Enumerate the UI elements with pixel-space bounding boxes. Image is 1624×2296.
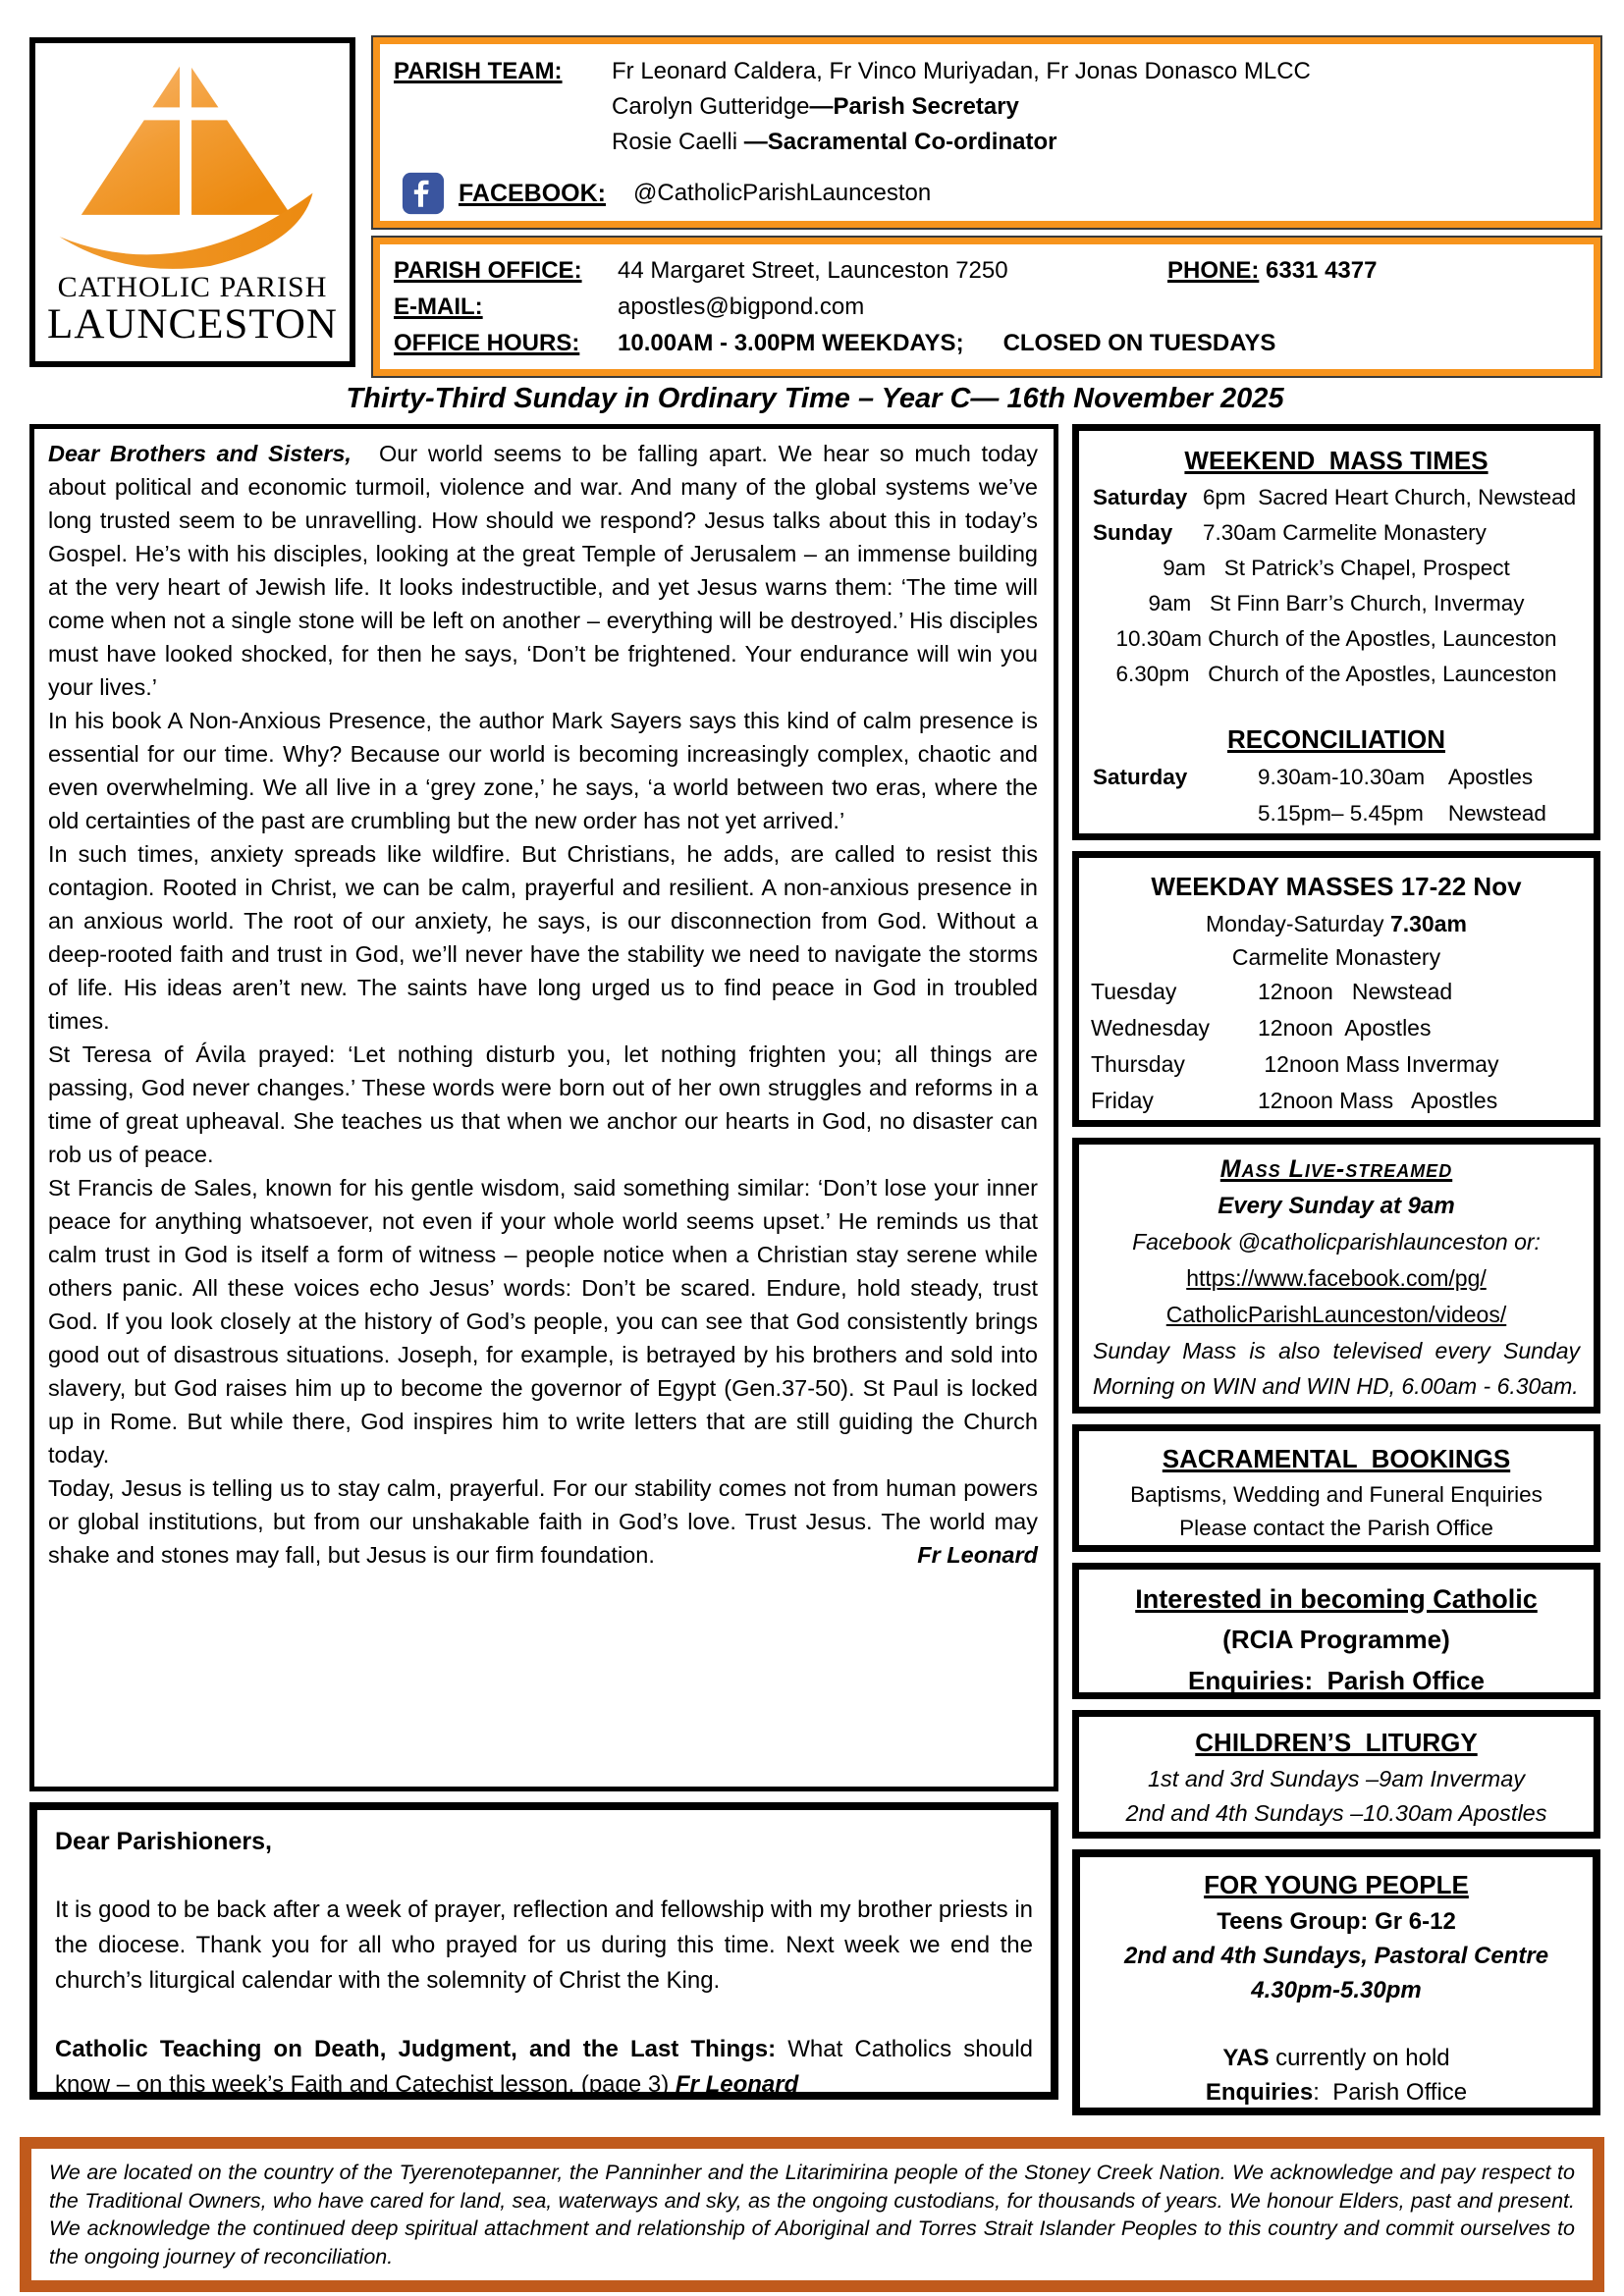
office-hours-label: OFFICE HOURS: bbox=[394, 330, 580, 356]
mass-row bbox=[1089, 480, 1584, 515]
letter-salutation: Dear Brothers and Sisters, bbox=[48, 441, 352, 466]
letter-paragraph-3: In such times, anxiety spreads like wildfire. But Christians, he adds, are called to resist this contagion. Rooted in Christ, we can be calm, prayerful and resilient. A non-anxious presence in an anxious world. The root of our anxiety, he says, is our disconnection from God. Without a deep-rooted faith and trust in God, we’ll never have the stability we need to navigate the storms of life. His ideas aren’t new. The saints have long urged us to find peace in God in troubled times. bbox=[48, 841, 1038, 1034]
enquiries-value: : Parish Office bbox=[1313, 2079, 1468, 2106]
livestream-subtitle: Every Sunday at 9am bbox=[1218, 1193, 1455, 1219]
young-enquiries-line bbox=[1090, 2075, 1583, 2109]
mass-row: 10.30am Church of the Apostles, Launceston bbox=[1115, 626, 1557, 651]
weekday-detail: 12noon Newstead bbox=[1258, 979, 1453, 1004]
parishioners-note-box bbox=[29, 1802, 1058, 2100]
mass-row: 6.30pm Church of the Apostles, Launceston bbox=[1115, 662, 1557, 686]
weekday-title-text: WEEKDAY MASSES 17-22 Nov bbox=[1151, 872, 1522, 901]
secretary-name: Carolyn Gutteridge bbox=[612, 93, 810, 120]
mass-livestream-box bbox=[1072, 1138, 1600, 1414]
reconciliation-title-text: RECONCILIATION bbox=[1227, 724, 1445, 754]
mass-row: 9am St Finn Barr’s Church, Invermay bbox=[1148, 591, 1525, 615]
reconciliation-detail: 9.30am-10.30am Apostles bbox=[1258, 765, 1534, 789]
livestream-link-1[interactable]: https://www.facebook.com/pg/ bbox=[1186, 1265, 1487, 1291]
phone-cell bbox=[1167, 252, 1580, 289]
parishioners-signature: Fr Leonard bbox=[675, 2071, 799, 2098]
yas-status: currently on hold bbox=[1269, 2045, 1450, 2071]
parish-logo bbox=[29, 37, 355, 367]
sacramental-bookings-box bbox=[1072, 1424, 1600, 1552]
weekday-day: Friday bbox=[1091, 1088, 1154, 1113]
weekday-daily-location: Carmelite Monastery bbox=[1231, 944, 1441, 970]
left-column bbox=[29, 424, 1058, 2115]
childrens-liturgy-box bbox=[1072, 1710, 1600, 1839]
sacramental-line-2: Please contact the Parish Office bbox=[1179, 1516, 1493, 1540]
mass-day: Sunday bbox=[1093, 520, 1173, 545]
weekday-daily-time: 7.30am bbox=[1389, 911, 1467, 936]
childrens-line-1: 1st and 3rd Sundays –9am Invermay bbox=[1147, 1766, 1526, 1791]
letter-signature: Fr Leonard bbox=[917, 1542, 1038, 1568]
weekend-mass-times-box bbox=[1072, 424, 1600, 840]
acknowledgement-of-country-box bbox=[20, 2137, 1604, 2292]
secretary-role: —Parish Secretary bbox=[809, 93, 1019, 120]
mass-row: 9am St Patrick’s Chapel, Prospect bbox=[1163, 556, 1510, 580]
young-people-box bbox=[1072, 1849, 1600, 2115]
office-hours-value: 10.00AM - 3.00PM WEEKDAYS; CLOSED ON TUESDAYS bbox=[618, 330, 1276, 356]
mass-row bbox=[1089, 515, 1584, 551]
weekday-day: Tuesday bbox=[1091, 979, 1177, 1004]
teens-group-line: Teens Group: Gr 6-12 bbox=[1217, 1908, 1456, 1935]
rcia-box bbox=[1072, 1563, 1600, 1699]
weekday-masses-box bbox=[1072, 851, 1600, 1127]
facebook-handle[interactable]: @CatholicParishLaunceston bbox=[633, 180, 932, 206]
logo-text-line1: CATHOLIC PARISH bbox=[57, 271, 328, 303]
parish-office-box bbox=[373, 238, 1600, 376]
rcia-programme-line: (RCIA Programme) bbox=[1222, 1625, 1450, 1654]
parish-secretary-line bbox=[394, 89, 1580, 125]
letter-paragraph-4: St Teresa of Ávila prayed: ‘Let nothing disturb you, let nothing frighten you; all things are passing, God never changes.’ These words were born out of her own struggles and reforms in a time of great upheaval. She teaches us that when we anchor our hearts in God, no disaster can rob us of peace. bbox=[48, 1041, 1038, 1167]
young-people-title bbox=[1090, 1865, 1583, 1904]
weekday-day: Wednesday bbox=[1091, 1015, 1211, 1041]
weekday-masses-title bbox=[1089, 866, 1584, 907]
weekday-detail: 12noon Apostles bbox=[1258, 1015, 1432, 1041]
sacramental-title-text: SACRAMENTAL BOOKINGS bbox=[1162, 1444, 1511, 1473]
facebook-icon bbox=[402, 172, 445, 215]
main-content bbox=[29, 424, 1600, 2115]
parish-team-box bbox=[373, 37, 1600, 228]
reconciliation-row bbox=[1089, 759, 1584, 795]
weekday-detail: 12noon Mass Apostles bbox=[1258, 1088, 1498, 1113]
facebook-row bbox=[402, 172, 1580, 215]
weekday-daily-line bbox=[1089, 907, 1584, 940]
teens-time-line: 4.30pm-5.30pm bbox=[1251, 1977, 1422, 2003]
parish-office-address: 44 Margaret Street, Launceston 7250 bbox=[618, 257, 1008, 284]
weekday-row bbox=[1089, 1083, 1584, 1119]
reconciliation-day: Saturday bbox=[1093, 765, 1188, 789]
childrens-title-text: CHILDREN’S LITURGY bbox=[1195, 1728, 1478, 1757]
parishioners-paragraph-1: It is good to be back after a week of prayer, reflection and fellowship with my brother priests in the diocese. Thank you for all who prayed for us during this time. Next week we end the church’s liturgical calendar with the solemnity of Christ the King. bbox=[55, 1896, 1033, 1994]
catholic-teaching-text: What Catholics should know – on this week’s Faith and Catechist lesson, (page 3) bbox=[55, 2036, 1033, 2098]
coordinator-name: Rosie Caelli bbox=[612, 129, 744, 155]
weekday-row bbox=[1089, 1010, 1584, 1046]
yas-line bbox=[1090, 2041, 1583, 2075]
pastor-letter-box bbox=[29, 424, 1058, 1791]
weekend-mass-times-title bbox=[1089, 441, 1584, 480]
letter-paragraph-6 bbox=[48, 1471, 1038, 1572]
rcia-enquiries-line: Enquiries: Parish Office bbox=[1188, 1666, 1485, 1695]
rcia-title-text: Interested in becoming Catholic bbox=[1135, 1584, 1538, 1614]
spacer bbox=[1090, 2007, 1583, 2041]
acknowledgement-text: We are located on the country of the Tyerenotepanner, the Panninher and the Litarimirina people of the Stoney Creek Nation. We acknowledge and pay respect to the Traditional Owners, who have cared for land, sea, waterways and sky, as the ongoing custodians, for thousands of years. We honour Elders, past and present. We acknowledge the continued deep spiritual attachment and relationship of Aboriginal and Torres Strait Islander Peoples to this country and commit ourselves to the ongoing journey of reconciliation. bbox=[49, 2161, 1575, 2269]
yas-label: YAS bbox=[1222, 2045, 1270, 2071]
parishioners-heading: Dear Parishioners, bbox=[55, 1828, 272, 1855]
childrens-line-2: 2nd and 4th Sundays –10.30am Apostles bbox=[1125, 1800, 1547, 1826]
weekday-daily-days: Monday-Saturday bbox=[1206, 911, 1390, 936]
logo-text-line2: LAUNCESTON bbox=[47, 301, 338, 347]
livestream-tv-note: Sunday Mass is also televised every Sunday Morning on WIN and WIN HD, 6.00am - 6.30am. bbox=[1093, 1338, 1580, 1399]
header-right bbox=[373, 37, 1600, 367]
phone-number: 6331 4377 bbox=[1259, 257, 1378, 284]
weekend-title-text: WEEKEND MASS TIMES bbox=[1184, 446, 1489, 475]
email-address[interactable]: apostles@bigpond.com bbox=[618, 294, 865, 320]
livestream-link-2[interactable]: CatholicParishLaunceston/videos/ bbox=[1165, 1302, 1507, 1327]
letter-p1-text: Our world seems to be falling apart. We hear so much today about political and economic turmoil, violence and war. And many of the global systems we’ve long trusted seem to be unravelling. How should we respond? Jesus talks about this in today’s Gospel. He’s with his disciples, looking at the great Temple of Jerusalem – an immense building at the very heart of Jewish life. It looks indestructible, and yet Jesus warns them: ‘The time will come when not a single stone will be left on another – everything will be destroyed.’ His disciples must have looked shocked, for then he says, ‘Don’t be frightened. Your endurance will win you your lives.’ bbox=[48, 441, 1038, 700]
enquiries-label: Enquiries bbox=[1205, 2079, 1314, 2106]
coordinator-role: —Sacramental Co-ordinator bbox=[743, 129, 1057, 155]
weekday-detail: 12noon Mass Invermay bbox=[1258, 1051, 1499, 1077]
weekday-day: Thursday bbox=[1091, 1051, 1185, 1077]
mass-detail: 7.30am Carmelite Monastery bbox=[1203, 520, 1487, 545]
catholic-teaching-lead: Catholic Teaching on Death, Judgment, and the Last Things: bbox=[55, 2036, 777, 2062]
rcia-title bbox=[1089, 1579, 1584, 1619]
email-label: E-MAIL: bbox=[394, 294, 483, 320]
young-people-title-text: FOR YOUNG PEOPLE bbox=[1204, 1870, 1469, 1899]
weekday-row bbox=[1089, 974, 1584, 1010]
livestream-facebook-line: Facebook @catholicparishlaunceston or: bbox=[1132, 1229, 1541, 1255]
teens-schedule-line: 2nd and 4th Sundays, Pastoral Centre bbox=[1123, 1943, 1549, 1969]
parishioners-paragraph-2 bbox=[55, 2032, 1033, 2103]
phone-label: PHONE: bbox=[1167, 257, 1260, 284]
letter-paragraph-1 bbox=[48, 437, 1038, 704]
parish-office-label: PARISH OFFICE: bbox=[394, 257, 582, 284]
letter-paragraph-5: St Francis de Sales, known for his gentle wisdom, said something similar: ‘Don’t lose your inner peace for anything whatsoever, not even if your whole world seems upset.’ He reminds us that calm trust in God is itself a form of witness – people notice when a Christian stay serene while others panic. All these voices echo Jesus’ words: Don’t be scared. Endure, hold steady, trust God. If you look closely at the history of God’s people, you can see that God consistently brings good out of disastrous situations. Joseph, for example, is betrayed by his brothers and sold into slavery, but God raises him up to become the governor of Egypt (Gen.37-50). St Paul is locked up in Rome. But while there, God inspires him to write letters that are still guiding the Church today. bbox=[48, 1175, 1038, 1468]
childrens-liturgy-title bbox=[1089, 1723, 1584, 1762]
right-column bbox=[1072, 424, 1600, 2115]
header bbox=[29, 37, 1600, 367]
letter-p6-text: Today, Jesus is telling us to stay calm, prayerful. For our stability comes not from human powers or global institutions, but from our unshakable faith in God’s love. Trust Jesus. The world may shake and stones may fall, but Jesus is our firm foundation. bbox=[48, 1475, 1038, 1568]
reconciliation-detail: 5.15pm– 5.45pm Newstead bbox=[1258, 801, 1546, 826]
reconciliation-title bbox=[1089, 720, 1584, 759]
sacramental-line-1: Baptisms, Wedding and Funeral Enquiries bbox=[1130, 1482, 1543, 1507]
weekday-row bbox=[1089, 1046, 1584, 1083]
sailboat-logo-icon bbox=[45, 49, 340, 277]
parish-team-label: PARISH TEAM: bbox=[394, 58, 563, 84]
mass-detail: 6pm Sacred Heart Church, Newstead bbox=[1203, 485, 1577, 509]
mass-day: Saturday bbox=[1093, 485, 1188, 509]
page-title: Thirty-Third Sunday in Ordinary Time – Year C— 16th November 2025 bbox=[346, 383, 1284, 414]
parish-team-priests: Fr Leonard Caldera, Fr Vinco Muriyadan, Fr Jonas Donasco MLCC bbox=[612, 58, 1311, 84]
reconciliation-day bbox=[1093, 795, 1258, 831]
livestream-title: Mass Live-streamed bbox=[1219, 1155, 1453, 1183]
letter-paragraph-2: In his book A Non-Anxious Presence, the author Mark Sayers says this kind of calm presence is essential for our time. Why? Because our world is becoming increasingly complex, chaotic and even overwhelming. We all live in a ‘grey zone,’ he says, ‘a world between two eras, where the old certainties of the past are crumbling but the new order has not yet arrived.’ bbox=[48, 708, 1038, 833]
sacramental-coordinator-line bbox=[394, 125, 1580, 160]
reconciliation-row bbox=[1089, 795, 1584, 831]
facebook-label: FACEBOOK: bbox=[459, 179, 606, 207]
sacramental-bookings-title bbox=[1089, 1439, 1584, 1478]
